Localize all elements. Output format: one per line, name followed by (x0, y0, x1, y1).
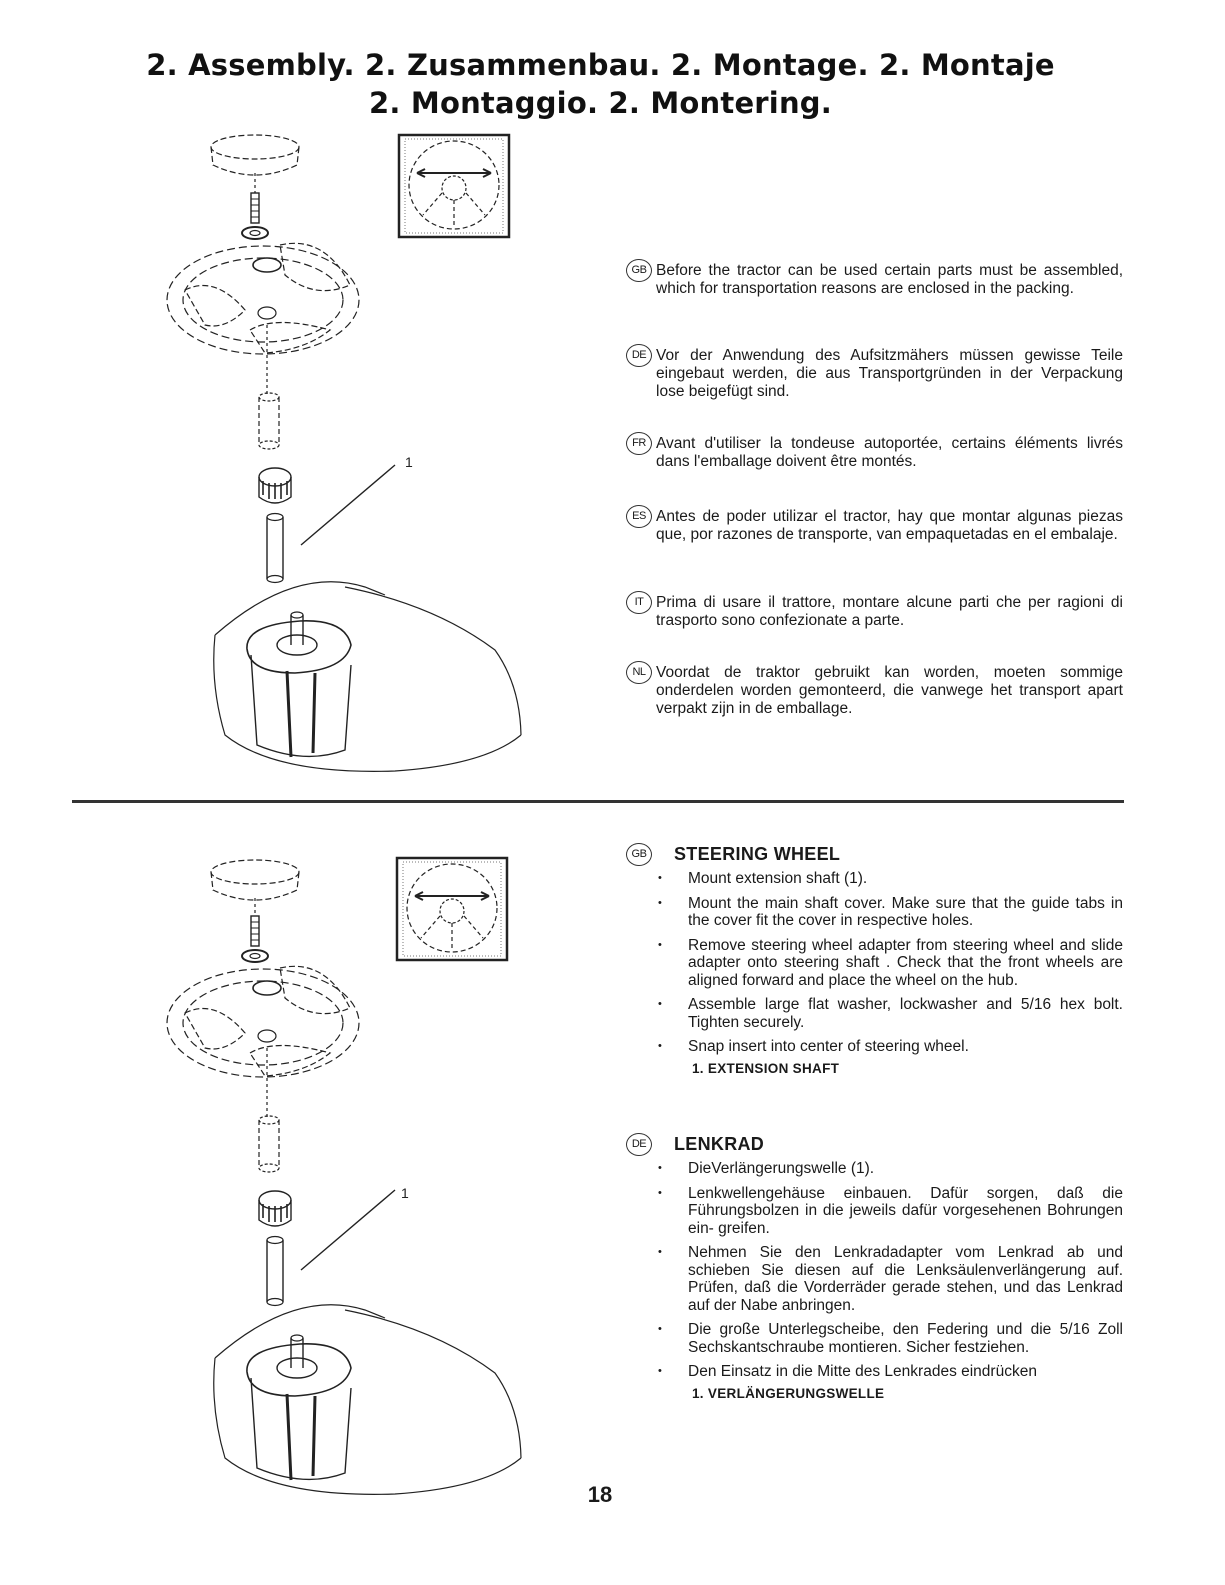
intro-text-nl: Voordat de traktor gebruikt kan worden, moeten sommige onderdelen worden gemonteerd, die vanwege het transport apart verpakt zijn in de emballage. (656, 664, 1123, 717)
callout-legend-de: 1. VERLÄNGERUNGSWELLE (692, 1385, 885, 1401)
page-number: 18 (587, 1482, 613, 1507)
page-title-line-2: 2. Montaggio. 2. Montering. (369, 86, 832, 120)
intro-text-es: Antes de poder utilizar el tractor, hay que montar algunas piezas que, por razones de transporte, van empaquetadas en el embalaje. (656, 508, 1123, 543)
intro-paragraph-gb (626, 262, 1123, 298)
step-item: • Remove steering wheel adapter from steering wheel and slide adapter onto steering shaft . Check that the front wheels are aligned forward and place the wheel on the hub. (626, 937, 1123, 990)
intro-text-gb: Before the tractor can be used certain parts must be assembled, which for transportation reasons are enclosed in the packing. (656, 262, 1123, 297)
steering-wheel-section-de (626, 1132, 1123, 1401)
language-badge-de: DE (626, 1133, 652, 1156)
section-title-gb: STEERING WHEEL (674, 843, 841, 864)
steering-assembly-diagram-top (155, 125, 535, 785)
intro-text-fr: Avant d'utiliser la tondeuse autoportée, certains éléments livrés dans l'emballage doivent être montés. (656, 435, 1123, 470)
language-badge-nl: NL (626, 661, 652, 684)
language-badge-it: IT (626, 591, 652, 614)
intro-paragraph-de (626, 347, 1123, 401)
step-item: • Snap insert into center of steering wheel. (626, 1038, 1123, 1056)
intro-paragraph-it (626, 594, 1123, 630)
steering-assembly-diagram-bottom (155, 850, 535, 1500)
language-badge-es: ES (626, 505, 652, 528)
step-item: • Mount the main shaft cover. Make sure that the guide tabs in the cover fit the cover in respective holes. (626, 895, 1123, 930)
step-item: • DieVerlängerungswelle (1). (626, 1160, 1123, 1178)
language-badge-gb: GB (626, 259, 652, 282)
step-item: • Lenkwellengehäuse einbauen. Dafür sorgen, daß die Führungsbolzen in die jeweils dafür vorgesehenen Bohrungen ein- greifen. (626, 1185, 1123, 1238)
page-title-line-1: 2. Assembly. 2. Zusammenbau. 2. Montage. 2. Montaje (146, 48, 1055, 82)
steering-wheel-section-gb (626, 842, 1123, 1076)
intro-text-de: Vor der Anwendung des Aufsitzmähers müssen gewisse Teile eingebaut werden, die aus Transportgründen in der Verpackung lose beigefügt sind. (656, 347, 1123, 400)
step-item: • Mount extension shaft (1). (626, 870, 1123, 888)
section-title-de: LENKRAD (674, 1133, 765, 1154)
step-item: • Nehmen Sie den Lenkradadapter vom Lenkrad ab und schieben Sie diesen auf die Lenksäulenverlängerung auf. Prüfen, daß die Vorderräder gerade stehen, und das Lenkrad auf der Nabe anbringen. (626, 1244, 1123, 1314)
section-divider (72, 800, 1124, 803)
language-badge-gb: GB (626, 843, 652, 866)
intro-paragraph-fr (626, 435, 1123, 471)
language-badge-fr: FR (626, 432, 652, 455)
callout-legend-gb: 1. EXTENSION SHAFT (692, 1060, 840, 1076)
step-item: • Den Einsatz in die Mitte des Lenkrades eindrücken (626, 1363, 1123, 1381)
intro-paragraph-es (626, 508, 1123, 544)
step-item: • Assemble large flat washer, lockwasher and 5/16 hex bolt. Tighten securely. (626, 996, 1123, 1031)
language-badge-de: DE (626, 344, 652, 367)
callout-label-1: 1 (401, 1185, 409, 1201)
steps-list-de (626, 1160, 1123, 1381)
step-item: • Die große Unterlegscheibe, den Federing und die 5/16 Zoll Sechskantschraube montieren. Sicher festziehen. (626, 1321, 1123, 1356)
intro-text-it: Prima di usare il trattore, montare alcune parti che per ragioni di trasporto sono confezionate a parte. (656, 594, 1123, 629)
callout-label-1: 1 (405, 454, 413, 470)
steps-list-gb (626, 870, 1123, 1056)
intro-paragraph-nl (626, 664, 1123, 718)
